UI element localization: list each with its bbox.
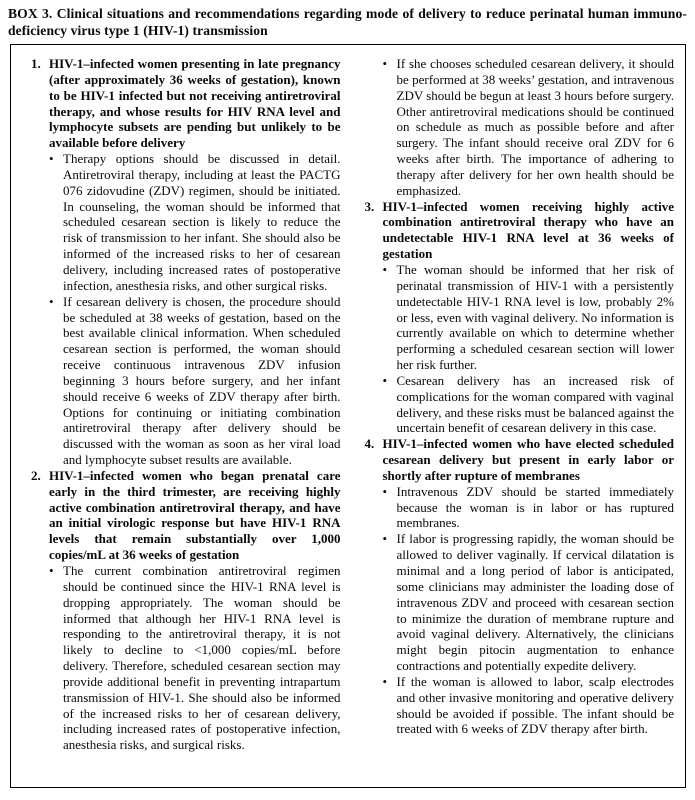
bullet-item <box>383 373 675 436</box>
bullet-item <box>383 56 675 199</box>
item-heading: HIV-1–infected women receiving highly active combination antiretroviral therapy who have an undetectable HIV-1 RNA level at 36 weeks of gestation <box>382 198 674 262</box>
bullet-text: The woman should be informed that her risk of perinatal transmission of HIV-1 with a persistently undetectable HIV-1 RNA level is low, probably 2% or less, even with vaginal delivery. No information is currently available on which to determine whether performing a scheduled cesarean section will lower her risk further. <box>396 261 674 373</box>
two-column-layout <box>11 45 685 753</box>
bullet-icon: • <box>382 483 388 499</box>
bullet-icon: • <box>49 293 54 309</box>
bullet-icon: • <box>382 673 388 689</box>
item-heading: HIV-1–infected women who have elected scheduled cesarean delivery but present in early labor or shortly after rupture of membranes <box>382 436 674 483</box>
numbered-item-4 <box>365 436 675 484</box>
bullet-item <box>383 484 675 532</box>
item-number: 2. <box>31 467 41 483</box>
bullet-text: If labor is progressing rapidly, the woman should be allowed to deliver vaginally. If cervical dilatation is minimal and a long period of labor is anticipated, some clinicians may administer the loading dose of intravenous ZDV and proceed with cesarean section to minimize the duration of membrane rupture and avoid vaginal delivery. Alternatively, the clinicians might begin pitocin augmentation to enhance contractions and potentially expedite delivery. <box>396 531 674 674</box>
item-number: 1. <box>31 56 41 71</box>
numbered-item-2 <box>31 468 341 563</box>
bullet-text: Intravenous ZDV should be started immediately because the woman is in labor or has ruptured membranes. <box>396 483 674 531</box>
box-title-line2: deficiency virus type 1 (HIV-1) transmission <box>8 22 268 38</box>
item-heading: HIV-1–infected women who began prenatal care early in the third trimester, are receiving highly active combination antiretroviral therapy, and have an initial virologic response but have HIV-1 RNA levels that remain substantially over 1,000 copies/mL at 36 weeks of gestation <box>49 467 341 563</box>
bullet-icon: • <box>382 531 388 547</box>
item-number: 4. <box>364 436 375 452</box>
item-number: 3. <box>364 198 375 214</box>
bullet-text: If the woman is allowed to labor, scalp electrodes and other invasive monitoring and operative delivery should be avoided if possible. The infant should be treated with 6 weeks of ZDV therapy after birth. <box>396 673 674 737</box>
numbered-item-1 <box>31 56 341 151</box>
left-column <box>31 56 341 753</box>
bullet-text: If she chooses scheduled cesarean delivery, it should be performed at 38 weeks’ gestation, and intravenous ZDV should be begun at least 3 hours before surgery. Other antiretroviral medications should be continued on schedule as much as possible before and after surgery. The infant should receive oral ZDV for 6 weeks after birth. The importance of adhering to therapy after delivery for her own health should be emphasized. <box>396 56 674 198</box>
bullet-text: The current combination antiretroviral regimen should be continued since the HIV-1 RNA level is dropping appropriately. The woman should be informed that although her HIV-1 RNA level is responding to the antiretroviral therapy, it is not likely to decline to <1,000 copies/mL before delivery. Therefore, scheduled cesarean section may provide additional benefit in preventing intrapartum transmission of HIV-1. She should also be informed of the increased risks to her of cesarean delivery, including increased rates of postoperative infection, anesthesia risks, and surgical risks. <box>63 563 341 753</box>
numbered-item-3 <box>365 199 675 262</box>
bullet-item <box>49 294 341 468</box>
right-column <box>365 56 675 753</box>
bullet-icon: • <box>382 56 388 71</box>
bullet-item <box>383 262 675 373</box>
bullet-icon: • <box>382 261 388 277</box>
bullet-icon: • <box>49 563 54 578</box>
bullet-text: If cesarean delivery is chosen, the procedure should be scheduled at 38 weeks of gestation, based on the best available clinical information. When scheduled cesarean section is performed, the woman should receive continuous intravenous ZDV infusion beginning 3 hours before surgery, and her infant should receive 6 weeks of ZDV therapy after birth. Options for continuing or initiating combination antiretroviral therapy after delivery should be discussed with the woman as soon as her viral load and lymphocyte subset results are available. <box>63 293 341 468</box>
bullet-item <box>49 151 341 294</box>
box-title-line1: BOX 3. Clinical situations and recommendations regarding mode of delivery to reduce perinatal human immuno- <box>8 6 687 21</box>
bullet-text: Cesarean delivery has an increased risk of complications for the woman compared with vaginal delivery, and these risks must be balanced against the uncertain benefit of cesarean delivery in this case. <box>396 372 674 436</box>
bullet-icon: • <box>49 151 54 167</box>
bullet-item <box>383 674 675 737</box>
bullet-text: Therapy options should be discussed in detail. Antiretroviral therapy, including at least the PACTG 076 zidovudine (ZDV) regimen, should be initiated. In counseling, the woman should be informed that scheduled cesarean section is likely to reduce the risk of transmission to her infant. She should also be informed of the increased risks to her of cesarean delivery, including increased rates of postoperative infection, anesthesia risks, and other surgical risks. <box>63 151 341 293</box>
box-title <box>0 0 695 39</box>
bullet-icon: • <box>382 372 388 388</box>
recommendations-box <box>10 44 686 788</box>
bullet-item <box>49 563 341 753</box>
item-heading: HIV-1–infected women presenting in late pregnancy (after approximately 36 weeks of gestation), known to be HIV-1 infected but not receiving antiretroviral therapy, and whose results for HIV RNA level and lymphocyte subsets are pending but unlikely to be available before delivery <box>49 56 341 151</box>
bullet-item <box>383 531 675 674</box>
